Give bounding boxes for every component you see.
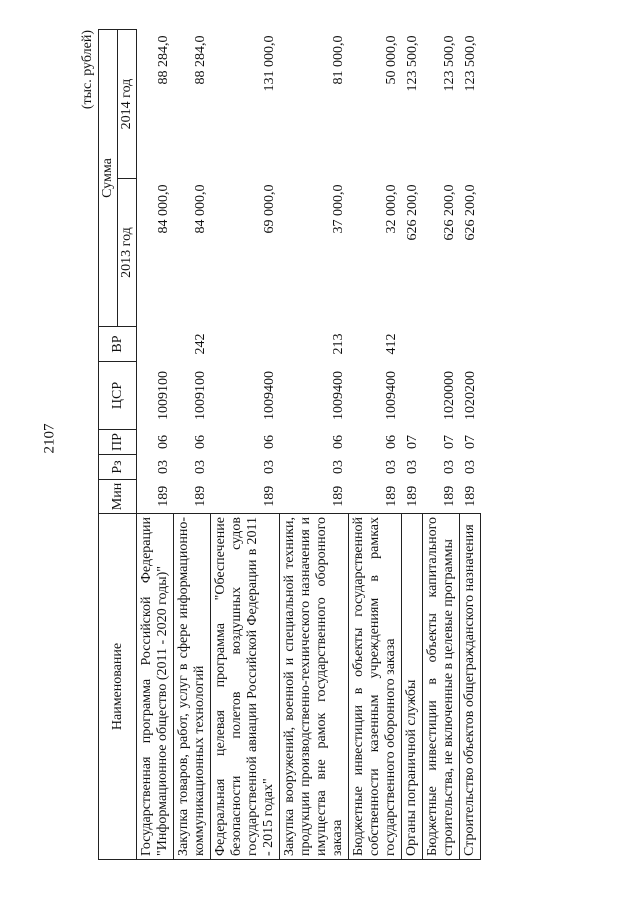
row-min: 189 bbox=[404, 485, 420, 507]
row-pr: 06 bbox=[155, 435, 171, 449]
row-sum-2014: 50 000,0 bbox=[383, 35, 399, 85]
row-min: 189 bbox=[155, 485, 171, 507]
row-name: Строительство объектов общегражданского назначения bbox=[460, 514, 481, 860]
row-sum-2014: 123 500,0 bbox=[404, 35, 420, 92]
row-sum-2013: 626 200,0 bbox=[404, 184, 420, 241]
row-pr: 07 bbox=[404, 435, 420, 449]
row-sum-2014: 88 284,0 bbox=[192, 35, 208, 85]
row-min: 189 bbox=[441, 485, 457, 507]
table-row bbox=[423, 30, 460, 860]
row-csr: 1020200 bbox=[462, 371, 478, 420]
row-pr: 06 bbox=[383, 435, 399, 449]
row-rz: 03 bbox=[404, 460, 420, 474]
row-sum-2014: 123 500,0 bbox=[441, 35, 457, 92]
row-rz: 03 bbox=[155, 460, 171, 474]
row-sum-2013: 84 000,0 bbox=[155, 184, 171, 234]
row-rz: 03 bbox=[383, 460, 399, 474]
page-number: 2107 bbox=[41, 423, 58, 454]
table-row bbox=[349, 30, 402, 860]
row-pr: 06 bbox=[192, 435, 208, 449]
row-vr bbox=[137, 327, 174, 362]
row-min: 189 bbox=[330, 485, 346, 507]
header-2014: 2014 год bbox=[118, 30, 137, 179]
row-vr: 412 bbox=[383, 333, 399, 355]
header-rz: Рз bbox=[99, 455, 137, 480]
row-csr: 1009400 bbox=[383, 371, 399, 420]
row-min: 189 bbox=[462, 485, 478, 507]
row-vr: 213 bbox=[330, 333, 346, 355]
table-row bbox=[174, 30, 211, 860]
row-rz: 03 bbox=[462, 460, 478, 474]
row-name: Государственная программа Российской Федерации "Информационное общество (2011 - 2020 годы)" bbox=[137, 514, 174, 860]
row-pr: 06 bbox=[330, 435, 346, 449]
header-name: Наименование bbox=[99, 514, 137, 860]
table-row bbox=[460, 30, 481, 860]
row-name: Федеральная целевая программа "Обеспечение безопасности полетов воздушных судов государственной авиации Российской Федерации в 2011 - 2015 годах" bbox=[211, 514, 280, 860]
row-sum-2014: 131 000,0 bbox=[261, 35, 277, 92]
row-min: 189 bbox=[261, 485, 277, 507]
row-vr bbox=[423, 327, 460, 362]
row-vr bbox=[402, 327, 423, 362]
row-min: 189 bbox=[383, 485, 399, 507]
header-sum: Сумма bbox=[99, 30, 118, 327]
row-sum-2013: 32 000,0 bbox=[383, 184, 399, 234]
row-csr: 1020000 bbox=[441, 371, 457, 420]
row-sum-2013: 626 200,0 bbox=[462, 184, 478, 241]
row-name: Закупка товаров, работ, услуг в сфере информационно-коммуникационных технологий bbox=[174, 514, 211, 860]
row-csr: 1009400 bbox=[261, 371, 277, 420]
row-rz: 03 bbox=[192, 460, 208, 474]
header-pr: ПР bbox=[99, 430, 137, 455]
row-sum-2013: 69 000,0 bbox=[261, 184, 277, 234]
row-csr bbox=[402, 362, 423, 430]
row-pr: 07 bbox=[441, 435, 457, 449]
row-rz: 03 bbox=[330, 460, 346, 474]
budget-table bbox=[98, 29, 481, 860]
row-pr: 06 bbox=[261, 435, 277, 449]
units-label: (тыс. рублей) bbox=[80, 30, 95, 110]
table-row bbox=[402, 30, 423, 860]
row-csr: 1009400 bbox=[330, 371, 346, 420]
row-vr: 242 bbox=[192, 333, 208, 355]
row-vr bbox=[460, 327, 481, 362]
row-sum-2014: 123 500,0 bbox=[462, 35, 478, 92]
row-pr: 07 bbox=[462, 435, 478, 449]
budget-table-sheet bbox=[80, 30, 570, 860]
table-row bbox=[280, 30, 349, 860]
header-csr: ЦСР bbox=[99, 362, 137, 430]
row-name: Бюджетные инвестиции в объекты государственной собственности казенным учреждениям в рамках государственного оборонного заказа bbox=[349, 514, 402, 860]
table-row bbox=[137, 30, 174, 860]
row-name: Закупка вооружений, военной и специальной техники, продукции производственно-технического назначения и имущества вне рамок государственного оборонного заказа bbox=[280, 514, 349, 860]
row-sum-2014: 88 284,0 bbox=[155, 35, 171, 85]
row-sum-2013: 626 200,0 bbox=[441, 184, 457, 241]
row-sum-2014: 81 000,0 bbox=[330, 35, 346, 85]
table-header bbox=[99, 30, 137, 860]
table-row bbox=[211, 30, 280, 860]
table-body bbox=[137, 30, 481, 860]
row-vr bbox=[211, 327, 280, 362]
row-name: Бюджетные инвестиции в объекты капитального строительства, не включенные в целевые программы bbox=[423, 514, 460, 860]
header-vr: ВР bbox=[99, 327, 137, 362]
row-sum-2013: 37 000,0 bbox=[330, 184, 346, 234]
row-name: Органы пограничной службы bbox=[402, 514, 423, 860]
row-csr: 1009100 bbox=[192, 371, 208, 420]
row-rz: 03 bbox=[261, 460, 277, 474]
row-rz: 03 bbox=[441, 460, 457, 474]
row-csr: 1009100 bbox=[155, 371, 171, 420]
header-2013: 2013 год bbox=[118, 179, 137, 327]
row-sum-2013: 84 000,0 bbox=[192, 184, 208, 234]
row-min: 189 bbox=[192, 485, 208, 507]
header-min: Мин bbox=[99, 480, 137, 514]
